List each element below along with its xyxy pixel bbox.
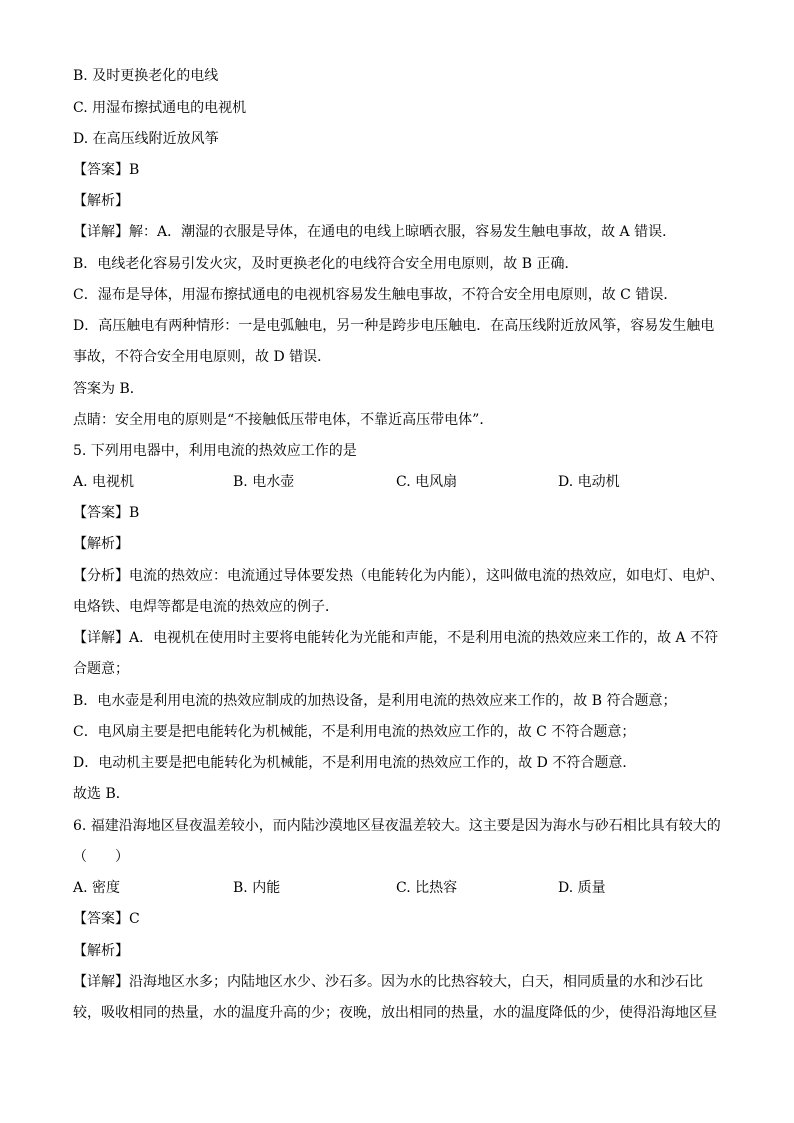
q4-option-b: B. 及时更换老化的电线 [73, 68, 219, 84]
q5-stem: 5. 下列用电器中，利用电流的热效应工作的是 [73, 443, 357, 459]
q5-option-b: B. 电水壶 [233, 474, 295, 490]
q6-option-a: A. 密度 [73, 880, 121, 896]
q4-conclusion: 答案为 B． [73, 381, 144, 397]
q6-blank: （ ） [73, 849, 129, 865]
q5-analysis-line: 【分析】电流的热效应：电流通过导体要发热（电能转化为内能），这叫做电流的热效应，如电灯、电炉、 [73, 568, 724, 584]
q6-option-b: B. 内能 [233, 880, 281, 896]
q4-answer: 【答案】B [73, 162, 140, 178]
q5-analysis-line: 【详解】A．电视机在使用时主要将电能转化为光能和声能，不是利用电流的热效应来工作的，故 A 不符 [73, 630, 719, 646]
q4-analysis-heading: 【解析】 [73, 193, 129, 209]
q6-option-d: D. 质量 [558, 880, 606, 896]
q6-analysis-line: 较，吸收相同的热量，水的温度升高的少；夜晚，放出相同的热量，水的温度降低的少，使得沿海地区昼 [73, 1005, 717, 1021]
q6-option-c: C. 比热容 [396, 880, 458, 896]
q5-analysis-line: D．电动机主要是把电能转化为机械能，不是利用电流的热效应工作的，故 D 不符合题意． [73, 755, 637, 771]
q5-option-c: C. 电风扇 [396, 474, 458, 490]
q5-analysis-heading: 【解析】 [73, 536, 129, 552]
q5-answer: 【答案】B [73, 505, 140, 521]
q4-detail-line: 事故，不符合安全用电原则，故 D 错误． [73, 349, 332, 365]
q6-stem: 6. 福建沿海地区昼夜温差较小，而内陆沙漠地区昼夜温差较大。这主要是因为海水与砂石相比具有较大的 [73, 818, 721, 834]
q5-option-d: D. 电动机 [558, 474, 620, 490]
q4-tip: 点睛：安全用电的原则是“不接触低压带电体，不靠近高压带电体”． [73, 412, 494, 428]
q4-detail-line: D．高压触电有两种情形：一是电弧触电，另一种是跨步电压触电．在高压线附近放风筝，容易发生触电 [73, 318, 715, 334]
q6-options [73, 877, 734, 899]
q5-analysis-line: C．电风扇主要是把电能转化为机械能，不是利用电流的热效应工作的，故 C 不符合题意； [73, 724, 636, 740]
q6-answer: 【答案】C [73, 911, 140, 927]
q5-options [73, 471, 734, 493]
q5-analysis-line: 电烙铁、电焊等都是电流的热效应的例子． [73, 599, 339, 615]
q6-analysis-heading: 【解析】 [73, 943, 129, 959]
q4-detail-line: C．湿布是导体，用湿布擦拭通电的电视机容易发生触电事故，不符合安全用电原则，故 C 错误． [73, 287, 678, 303]
q6-analysis-line: 【详解】沿海地区水多；内陆地区水少、沙石多。因为水的比热容较大，白天，相同质量的水和沙石比 [73, 974, 703, 990]
q5-option-a: A. 电视机 [73, 474, 135, 490]
q4-option-d: D. 在高压线附近放风筝 [73, 131, 219, 147]
q4-option-c: C. 用湿布擦拭通电的电视机 [73, 100, 247, 116]
q5-analysis-line: B．电水壶是利用电流的热效应制成的加热设备，是利用电流的热效应来工作的，故 B 符合题意； [73, 693, 677, 709]
q5-conclusion: 故选 B． [73, 786, 130, 802]
q4-detail-line: B．电线老化容易引发火灾，及时更换老化的电线符合安全用电原则，故 B 正确． [73, 256, 579, 272]
q4-detail-line: 【详解】解：A．潮湿的衣服是导体，在通电的电线上晾晒衣服，容易发生触电事故，故 A 错误． [73, 224, 677, 240]
q5-analysis-line: 合题意； [73, 661, 129, 677]
